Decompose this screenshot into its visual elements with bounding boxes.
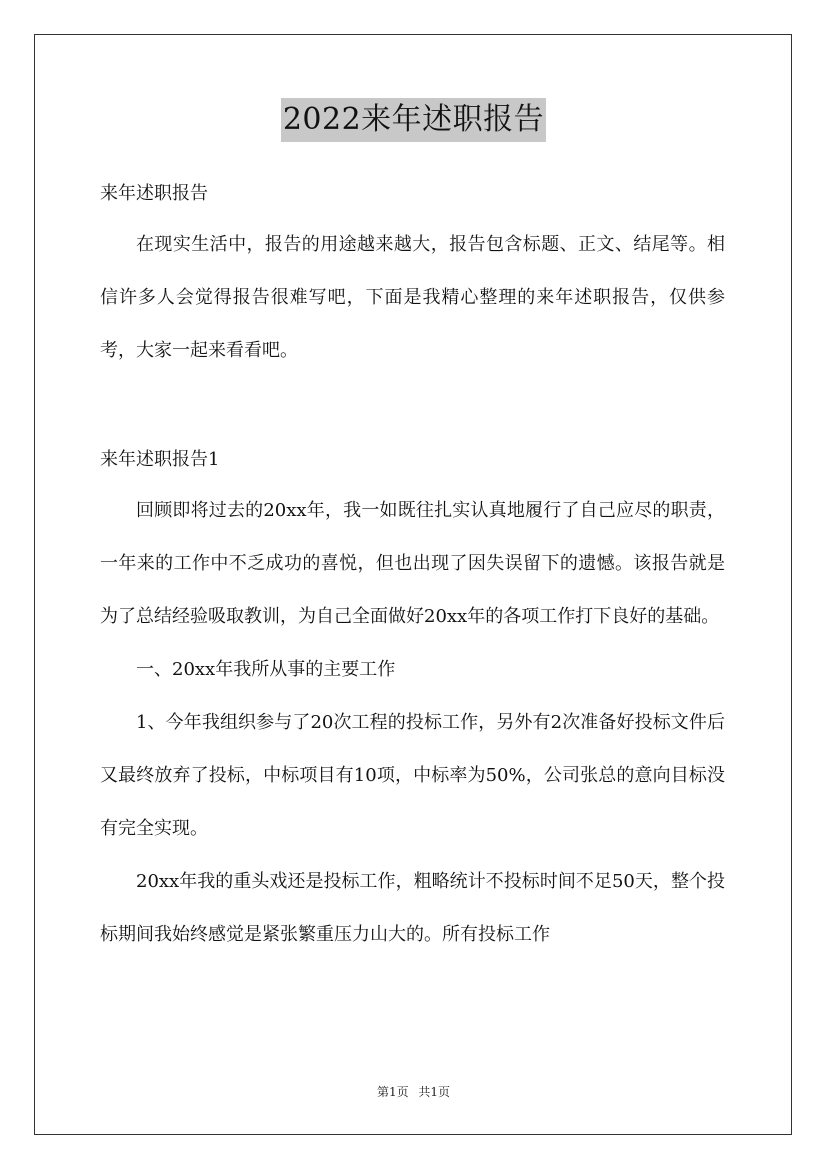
page-total: 共1页 (418, 1085, 451, 1099)
page-number: 第1页 (376, 1085, 409, 1099)
document-body (100, 170, 725, 961)
page-footer (0, 1083, 827, 1100)
document-subtitle: 来年述职报告 (100, 183, 208, 204)
intro-paragraph: 在现实生活中，报告的用途越来越大，报告包含标题、正文、结尾等。相信许多人会觉得报告很难写吧，下面是我精心整理的来年述职报告，仅供参考，大家一起来看看吧。 (100, 234, 725, 361)
body-paragraph: 1、今年我组织参与了20次工程的投标工作，另外有2次准备好投标文件后又最终放弃了投标，中标项目有10项，中标率为50%，公司张总的意向目标没有完全实现。 (100, 712, 725, 839)
blank-line (100, 377, 725, 430)
body-paragraph: 一、20xx年我所从事的主要工作 (136, 659, 396, 680)
document-title: 2022来年述职报告 (281, 98, 546, 142)
section-heading: 来年述职报告1 (100, 449, 220, 470)
body-paragraph: 20xx年我的重头戏还是投标工作，粗略统计不投标时间不足50天，整个投标期间我始终感觉是紧张繁重压力山大的。所有投标工作 (100, 871, 725, 945)
body-paragraph: 回顾即将过去的20xx年，我一如既往扎实认真地履行了自己应尽的职责，一年来的工作中不乏成功的喜悦，但也出现了因失误留下的遗憾。该报告就是为了总结经验吸取教训，为自己全面做好20xx年的各项工作打下良好的基础。 (100, 500, 725, 627)
title-wrap (0, 98, 827, 142)
